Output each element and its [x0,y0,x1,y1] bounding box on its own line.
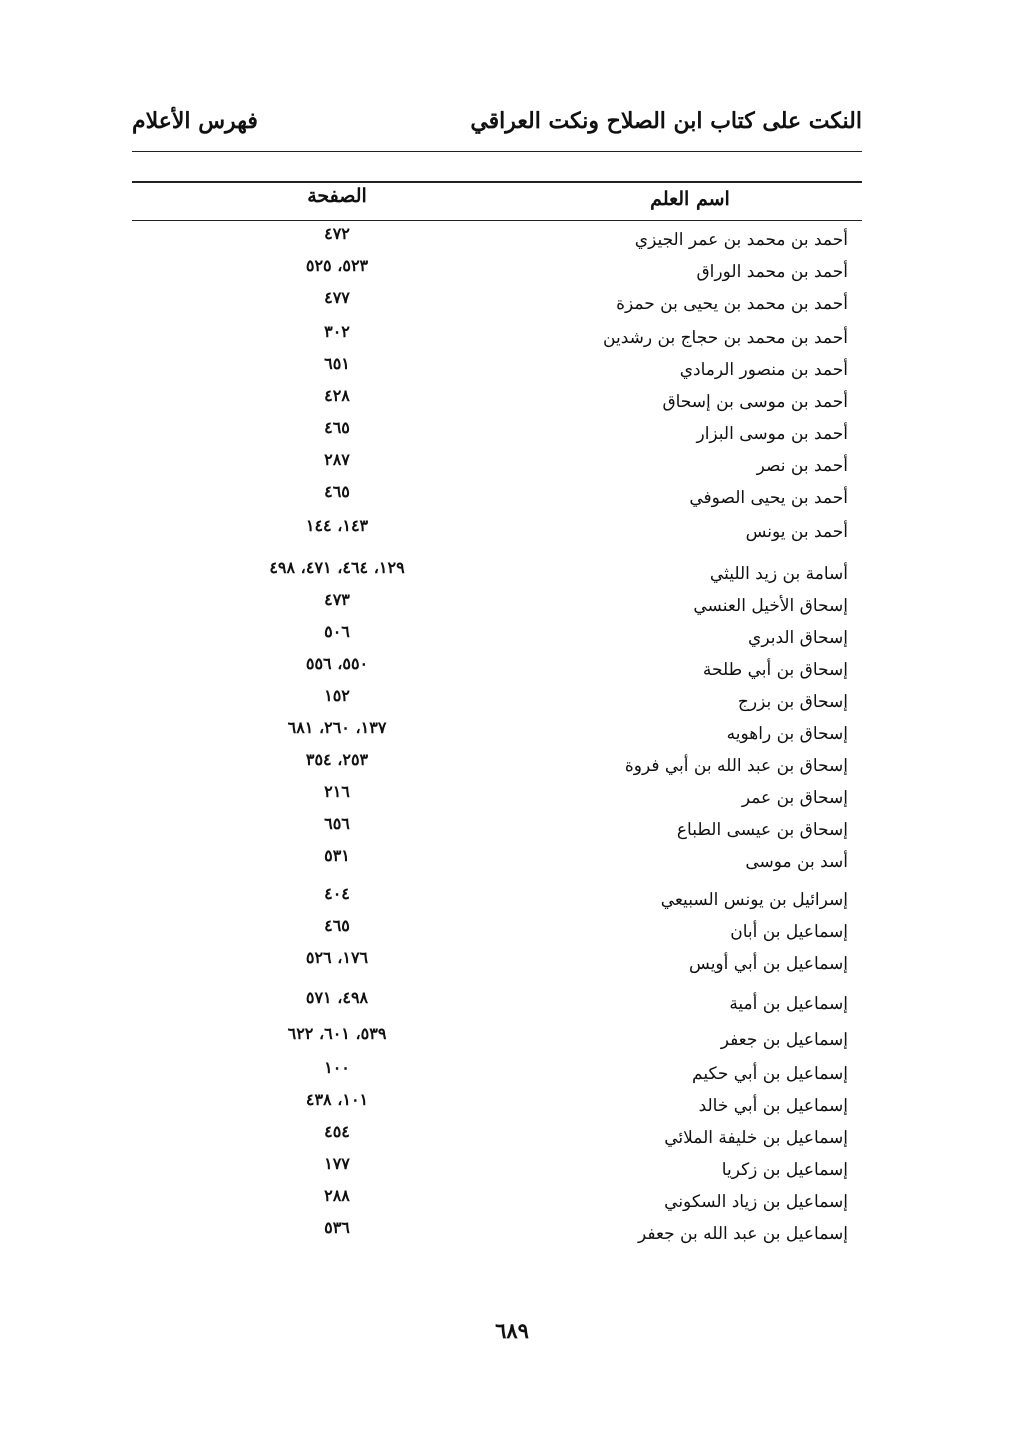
page-references: ٥٠٦ [324,622,350,641]
person-name: أسامة بن زيد الليثي [709,564,848,584]
index-row [132,686,862,716]
person-name: أسد بن موسى [745,852,848,872]
index-row [132,322,862,352]
person-name: إسرائيل بن يونس السبيعي [660,890,848,910]
page-references: ٦٥١ [324,354,350,373]
page-references: ٤٥٤ [324,1122,350,1141]
person-name: إسماعيل بن جعفر [720,1030,848,1050]
person-name: أحمد بن محمد بن عمر الجيزي [634,230,848,250]
index-row [132,884,862,914]
page-references: ٤٩٨، ٥٧١ [305,988,369,1007]
page-references: ٣٠٢ [324,322,350,341]
index-row [132,948,862,978]
person-name: أحمد بن محمد بن حجاج بن رشدين [603,328,848,348]
person-name: أحمد بن منصور الرمادي [679,360,848,380]
page-references: ٤٦٥ [324,418,350,437]
index-row [132,1090,862,1120]
page-header [132,108,862,140]
table-top-rule [132,181,862,183]
page-references: ٥٥٠، ٥٥٦ [305,654,369,673]
index-row [132,418,862,448]
person-name: إسماعيل بن خليفة الملائي [664,1128,848,1148]
index-row [132,1024,862,1054]
index-row [132,846,862,876]
index-row [132,590,862,620]
index-row [132,916,862,946]
page-references: ٢٨٨ [324,1186,350,1205]
index-row [132,988,862,1018]
person-name: أحمد بن يحيى الصوفي [689,488,848,508]
person-name: إسماعيل بن أبي أويس [689,954,848,974]
index-row [132,654,862,684]
page-references: ٤٧٣ [324,590,350,609]
index-row [132,750,862,780]
page-references: ٢٨٧ [324,450,350,469]
index-row [132,1154,862,1184]
person-name: أحمد بن محمد الوراق [696,262,848,282]
page-references: ٤٦٥ [324,482,350,501]
page-references: ٤٧٧ [324,288,350,307]
index-row [132,354,862,384]
person-name: أحمد بن موسى البزار [696,424,848,444]
page-references: ٦٥٦ [324,814,350,833]
person-name: أحمد بن نصر [756,456,848,476]
person-name: إسحاق بن عبد الله بن أبي فروة [624,756,848,776]
person-name: إسحاق بن راهويه [726,724,848,744]
person-name: أحمد بن موسى بن إسحاق [662,392,848,412]
index-row [132,482,862,512]
page-references: ١٣٧، ٢٦٠، ٦٨١ [287,718,387,737]
index-row [132,1058,862,1088]
index-row [132,224,862,254]
index-row [132,558,862,588]
person-name: إسماعيل بن زياد السكوني [664,1192,848,1212]
person-name: إسحاق بن عمر [741,788,848,808]
index-row [132,782,862,812]
page-references: ١٠٠ [324,1058,350,1077]
person-name: إسحاق بن أبي طلحة [702,660,848,680]
table-header-rule [132,220,862,221]
person-name: إسماعيل بن أبان [730,922,848,942]
index-row [132,718,862,748]
page-references: ٥٣٩، ٦٠١، ٦٢٢ [287,1024,387,1043]
page-references: ٥٣٦ [324,1218,350,1237]
page-references: ٤٧٢ [324,224,350,243]
person-name: أحمد بن يونس [745,522,848,542]
index-row [132,1122,862,1152]
column-header-page: الصفحة [307,185,367,207]
page-references: ٥٣١ [324,846,350,865]
page-references: ١٠١، ٤٣٨ [305,1090,369,1109]
page-references: ١٢٩، ٤٦٤، ٤٧١، ٤٩٨ [269,558,405,577]
person-name: إسماعيل بن زكريا [721,1160,848,1180]
page-references: ٢٥٣، ٣٥٤ [305,750,369,769]
book-title: النكت على كتاب ابن الصلاح ونكت العراقي [470,108,862,134]
index-row [132,516,862,546]
person-name: إسحاق الدبري [748,628,848,648]
page-references: ١٤٣، ١٤٤ [305,516,369,535]
page-references: ٤٦٥ [324,916,350,935]
column-header-name: اسم العلم [650,188,730,210]
index-row [132,288,862,318]
page-references: ٢١٦ [324,782,350,801]
page-references: ٤٢٨ [324,386,350,405]
page-references: ١٧٧ [324,1154,350,1173]
index-row [132,256,862,286]
page-references: ٥٢٣، ٥٢٥ [305,256,369,275]
page-references: ١٧٦، ٥٢٦ [305,948,369,967]
index-row [132,1218,862,1248]
person-name: أحمد بن محمد بن يحيى بن حمزة [616,294,848,314]
person-name: إسحاق الأخيل العنسي [693,596,848,616]
person-name: إسحاق بن عيسى الطباع [676,820,848,840]
index-row [132,386,862,416]
index-row [132,450,862,480]
header-divider [132,151,862,152]
person-name: إسماعيل بن عبد الله بن جعفر [637,1224,848,1244]
person-name: إسماعيل بن أبي حكيم [692,1064,848,1084]
index-row [132,814,862,844]
person-name: إسماعيل بن أمية [729,994,848,1014]
person-name: إسماعيل بن أبي خالد [698,1096,848,1116]
section-title: فهرس الأعلام [132,108,258,134]
page-references: ١٥٢ [324,686,350,705]
index-row [132,1186,862,1216]
page-number: ٦٨٩ [495,1318,529,1343]
index-row [132,622,862,652]
page-references: ٤٠٤ [324,884,350,903]
person-name: إسحاق بن بزرج [737,692,848,712]
